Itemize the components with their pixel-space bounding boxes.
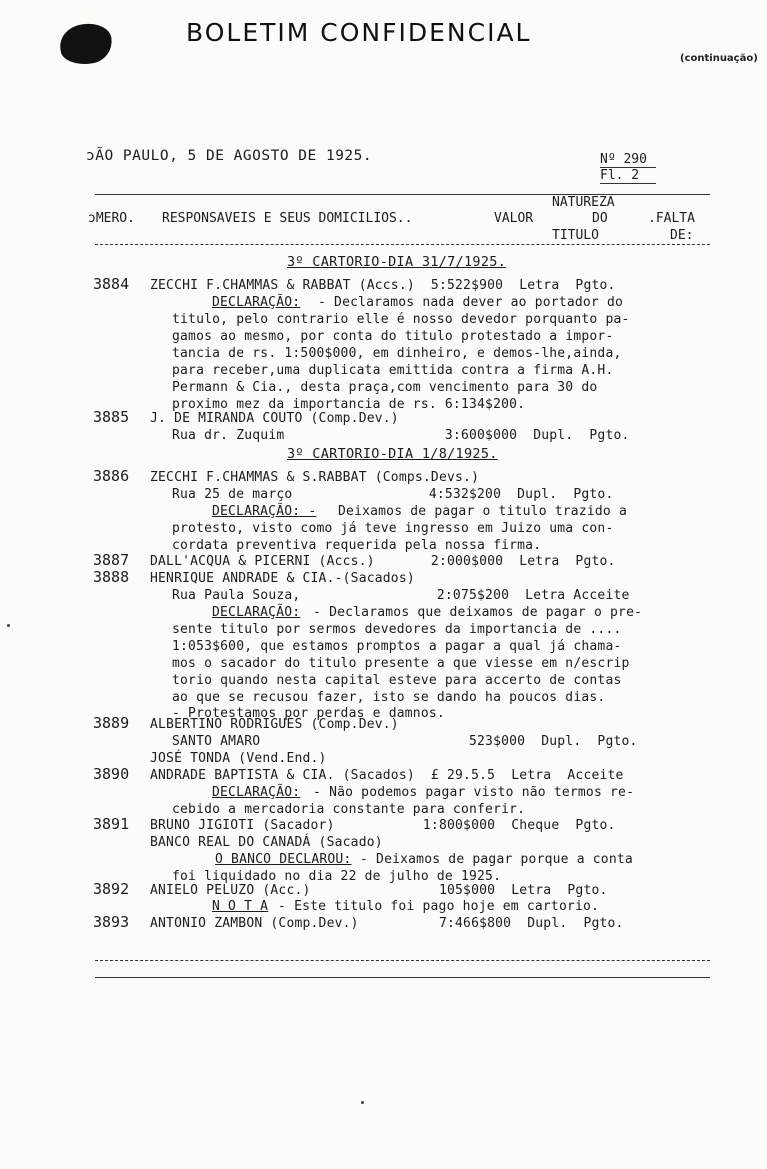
header-rule-top (95, 194, 710, 195)
entry-line: ANIELO PELUZO (Acc.) 105$000 Letra Pgto. (150, 883, 608, 898)
sheet-number: Fl. 2 (600, 168, 656, 184)
ink-blot (57, 21, 114, 68)
entry-number: 3884 (93, 275, 130, 293)
entry-line: - Não podemos pagar visto não termos re- (305, 785, 635, 800)
entry-number: 3889 (93, 714, 130, 732)
entry-line: ANTONIO ZAMBON (Comp.Dev.) 7:466$800 Dupl. Pgto. (150, 916, 624, 931)
entry-line: ZECCHI F.CHAMMAS & S.RABBAT (Comps.Devs.) (150, 470, 480, 485)
entry-line: JOSÉ TONDA (Vend.End.) (150, 751, 327, 766)
entry-line: ZECCHI F.CHAMMAS & RABBAT (Accs.) 5:522$900 Letra Pgto. (150, 278, 616, 293)
entry-number: 3887 (93, 551, 130, 569)
entry-line: SANTO AMARO 523$000 Dupl. Pgto. (172, 734, 638, 749)
col-responsaveis: RESPONSAVEIS E SEUS DOMICILIOS.. (162, 211, 413, 226)
entry-line: J. DE MIRANDA COUTO (Comp.Dev.) (150, 411, 399, 426)
entry-number: 3891 (93, 815, 130, 833)
header-rule-bottom (95, 244, 710, 245)
entry-line: cebido a mercadoria constante para conferir. (172, 802, 526, 817)
entry-line: Rua 25 de março 4:532$200 Dupl. Pgto. (172, 487, 614, 502)
entry-number: 3885 (93, 408, 130, 426)
entry-line: tancia de rs. 1:500$000, em dinheiro, e demos-lhe,ainda, (172, 346, 622, 361)
entry-line: Rua dr. Zuquim 3:600$000 Dupl. Pgto. (172, 428, 630, 443)
doc-number-box (600, 152, 656, 184)
entry-line: - Declaramos nada dever ao portador do (318, 295, 624, 310)
declaration-label: DECLARAÇÃO: (212, 605, 301, 620)
nota-label: N O T A (212, 899, 269, 914)
entry-line: BANCO REAL DO CANADÁ (Sacado) (150, 835, 383, 850)
speck (7, 624, 10, 627)
entry-line: para receber,uma duplicata emittida contra a firma A.H. (172, 363, 614, 378)
doc-number: Nº 290 (600, 152, 656, 168)
section-cartorio-2: 3º CARTORIO-DIA 1/8/1925. (287, 446, 498, 462)
entry-line: Permann & Cia., desta praça,com vencimento para 30 do (172, 380, 598, 395)
entry-line: 1:053$600, que estamos promptos a pagar a qual já chama- (172, 639, 622, 654)
entry-number: 3890 (93, 765, 130, 783)
entry-line: - Deixamos de pagar porque a conta (360, 852, 633, 867)
entry-line: Rua Paula Souza, 2:075$200 Letra Acceite (172, 588, 630, 603)
entry-line: torio quando nesta capital esteve para accerto de contas (172, 673, 622, 688)
col-numero: ɔMERO. (88, 211, 135, 226)
entry-line: - Protestamos por perdas e damnos. (172, 706, 445, 721)
col-valor: VALOR (494, 211, 534, 226)
entry-line: Deixamos de pagar o titulo trazido a (330, 504, 627, 519)
entry-number: 3892 (93, 880, 130, 898)
page-title: BOLETIM CONFIDENCIAL (186, 18, 532, 47)
entry-line: cordata preventiva requerida pela nossa firma. (172, 538, 542, 553)
entry-line: ao que se recusou fazer, isto se dando ha poucos dias. (172, 690, 606, 705)
entry-line: - Declaramos que deixamos de pagar o pre- (305, 605, 643, 620)
entry-line: protesto, visto como já teve ingresso em Juizo uma con- (172, 521, 614, 536)
entry-line: mos o sacador do titulo presente a que viesse em n/escrip (172, 656, 630, 671)
col-natureza-2: DO (592, 211, 608, 226)
entry-number: 3888 (93, 568, 130, 586)
continuation-note: (continuação) (680, 53, 758, 64)
entry-line: HENRIQUE ANDRADE & CIA.-(Sacados) (150, 571, 415, 586)
entry-number: 3893 (93, 913, 130, 931)
speck (361, 1101, 364, 1104)
entry-line: gamos ao mesmo, por conta do titulo protestado a impor- (172, 329, 614, 344)
entry-line: ALBERTINO RODRIGUES (Comp.Dev.) (150, 717, 399, 732)
declaration-label: DECLARAÇÃO: (212, 785, 301, 800)
col-falta-1: .FALTA (648, 211, 695, 226)
entry-line: ANDRADE BAPTISTA & CIA. (Sacados) £ 29.5.5 Letra Acceite (150, 768, 624, 783)
date-line: ɔÃO PAULO, 5 DE AGOSTO DE 1925. (86, 148, 373, 164)
section-cartorio-1: 3º CARTORIO-DIA 31/7/1925. (287, 254, 507, 270)
entry-line: sente titulo por sermos devedores da importancia de .... (172, 622, 622, 637)
col-natureza-3: TITULO (552, 228, 599, 243)
entry-line: BRUNO JIGIOTI (Sacador) 1:800$000 Cheque Pgto. (150, 818, 616, 833)
col-natureza-1: NATUREZA (552, 195, 615, 210)
entry-line: foi liquidado no dia 22 de julho de 1925. (172, 869, 502, 884)
declaration-label: DECLARAÇÃO: (212, 295, 301, 310)
declaration-label: DECLARAÇÃO: - (212, 504, 317, 519)
entry-number: 3886 (93, 467, 130, 485)
entry-line: proximo mez da importancia de rs. 6:134$200. (172, 397, 526, 412)
entry-line: DALL'ACQUA & PICERNI (Accs.) 2:000$000 Letra Pgto. (150, 554, 616, 569)
footer-rule-1 (95, 960, 710, 961)
entry-line: - Este titulo foi pago hoje em cartorio. (270, 899, 600, 914)
declaration-label: O BANCO DECLAROU: (215, 852, 352, 867)
col-falta-2: DE: (670, 228, 694, 243)
footer-rule-2 (95, 977, 710, 978)
entry-line: titulo, pelo contrario elle é nosso devedor porquanto pa- (172, 312, 630, 327)
